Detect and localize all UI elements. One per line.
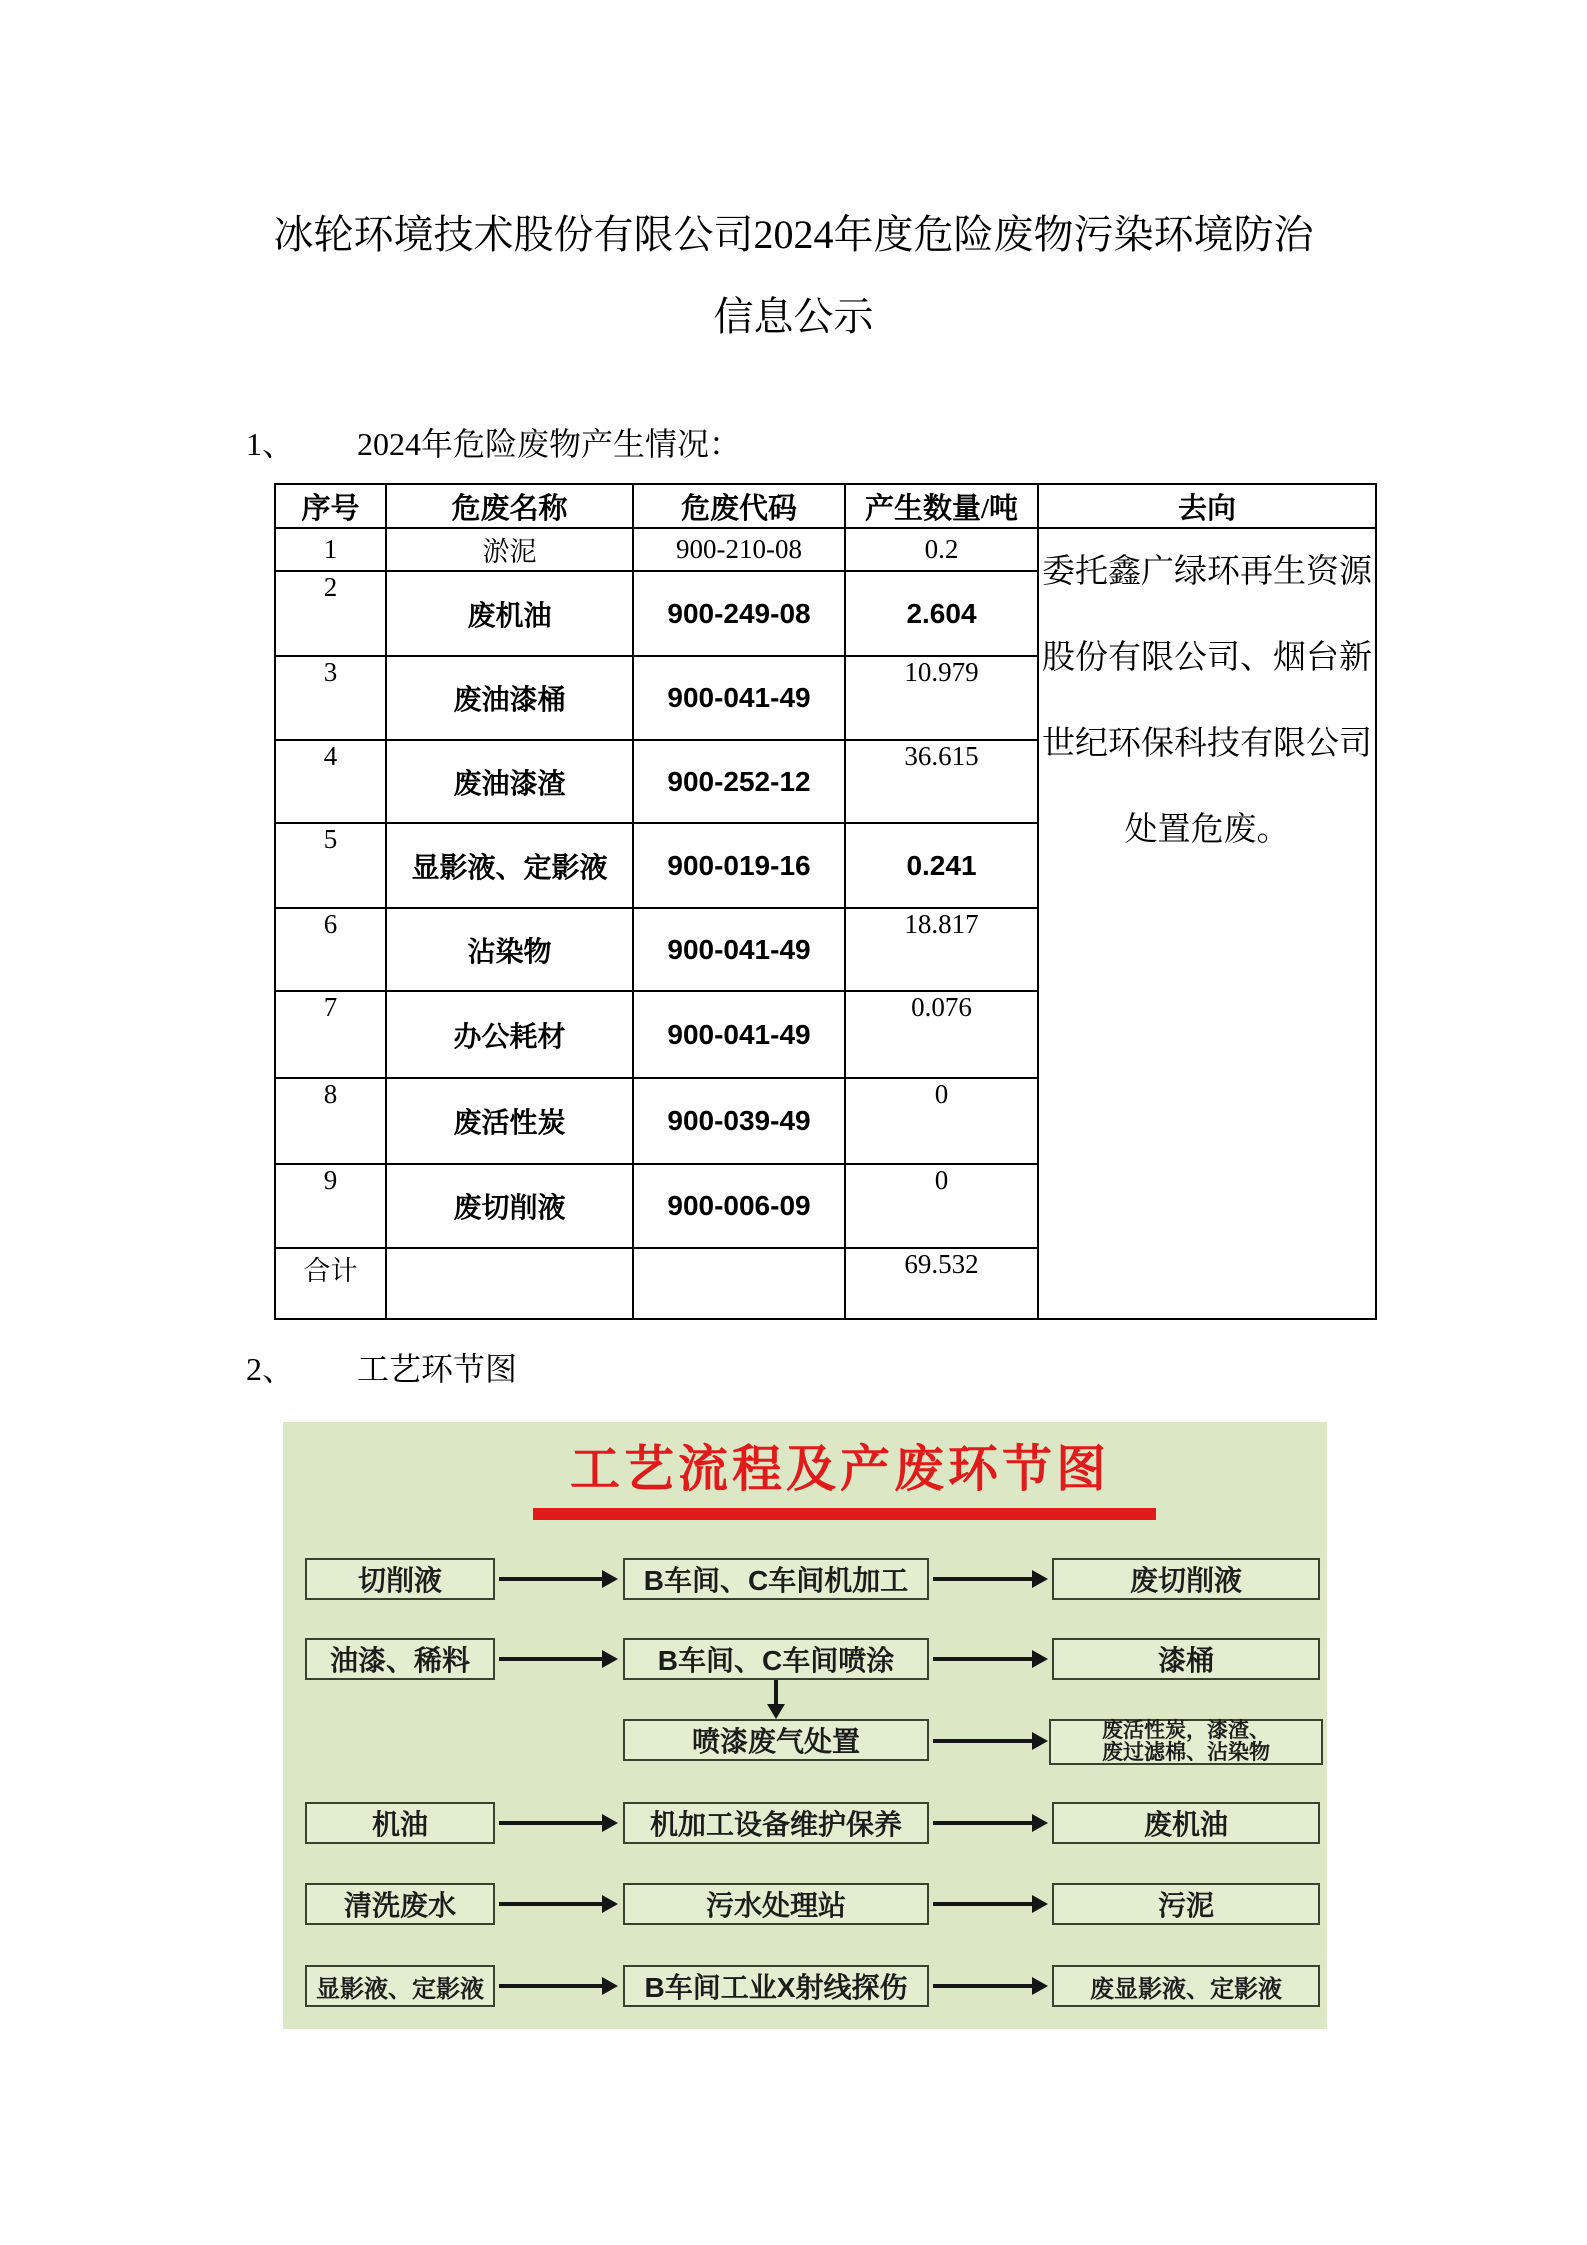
flow-output-line1: 废活性炭，漆渣、 — [1102, 1719, 1270, 1742]
section2-heading — [246, 1351, 517, 1387]
diagram-title-underline — [533, 1508, 1156, 1520]
cell-qty: 0 — [845, 1164, 1038, 1248]
cell-code: 900-006-09 — [633, 1164, 845, 1248]
flow-source-paint-thinner: 油漆、稀料 — [305, 1638, 495, 1680]
section1-heading — [246, 426, 741, 462]
header-serial: 序号 — [275, 484, 386, 528]
cell-name: 废切削液 — [386, 1164, 633, 1248]
flow-process-sewage-station: 污水处理站 — [623, 1883, 929, 1925]
section1-number: 1、 — [246, 426, 295, 462]
arrow-right-icon — [499, 1657, 603, 1661]
flow-output-sludge: 污泥 — [1052, 1883, 1320, 1925]
cell-qty: 10.979 — [845, 656, 1038, 740]
cell-no: 5 — [275, 823, 386, 908]
document-title-line1: 冰轮环境技术股份有限公司2024年度危险废物污染环境防治 — [273, 212, 1314, 257]
cell-name: 废活性炭 — [386, 1078, 633, 1164]
cell-no: 7 — [275, 991, 386, 1078]
flow-process-equipment-maintenance: 机加工设备维护保养 — [623, 1802, 929, 1844]
arrow-right-icon — [933, 1577, 1033, 1581]
cell-empty — [386, 1248, 633, 1319]
cell-name: 显影液、定影液 — [386, 823, 633, 908]
header-code: 危废代码 — [633, 484, 845, 528]
cell-code: 900-041-49 — [633, 991, 845, 1078]
flow-process-xray-inspection: B车间工业X射线探伤 — [623, 1965, 929, 2007]
flow-source-cutting-fluid: 切削液 — [305, 1558, 495, 1600]
flow-source-washing-wastewater: 清洗废水 — [305, 1883, 495, 1925]
hazardous-waste-table — [274, 483, 1377, 1320]
cell-no: 1 — [275, 528, 386, 571]
flow-output-waste-oil: 废机油 — [1052, 1802, 1320, 1844]
cell-code: 900-019-16 — [633, 823, 845, 908]
header-destination: 去向 — [1038, 484, 1376, 528]
flow-output-waste-developer-fixer: 废显影液、定影液 — [1052, 1965, 1320, 2007]
cell-total-label: 合计 — [275, 1248, 386, 1319]
table-header-row — [275, 484, 1376, 528]
cell-no: 3 — [275, 656, 386, 740]
section1-title: 2024年危险废物产生情况： — [357, 426, 742, 462]
header-quantity: 产生数量/吨 — [845, 484, 1038, 528]
cell-no: 8 — [275, 1078, 386, 1164]
arrow-down-icon — [774, 1680, 778, 1704]
cell-name: 废油漆桶 — [386, 656, 633, 740]
section2-number: 2、 — [246, 1351, 295, 1387]
cell-name: 办公耗材 — [386, 991, 633, 1078]
arrow-right-icon — [933, 1739, 1033, 1743]
document-title-line2: 信息公示 — [713, 294, 874, 339]
arrow-right-icon — [933, 1821, 1033, 1825]
flow-output-line2: 废过滤棉、沾染物 — [1102, 1741, 1270, 1764]
flow-source-machine-oil: 机油 — [305, 1802, 495, 1844]
cell-no: 9 — [275, 1164, 386, 1248]
cell-code: 900-249-08 — [633, 571, 845, 656]
cell-code: 900-041-49 — [633, 908, 845, 991]
cell-no: 4 — [275, 740, 386, 823]
arrow-right-icon — [933, 1657, 1033, 1661]
arrow-right-icon — [499, 1577, 603, 1581]
flow-process-exhaust-treatment: 喷漆废气处置 — [623, 1719, 929, 1761]
section2-title: 工艺环节图 — [357, 1351, 518, 1387]
cell-code: 900-039-49 — [633, 1078, 845, 1164]
header-name: 危废名称 — [386, 484, 633, 528]
flow-source-developer-fixer: 显影液、定影液 — [305, 1965, 495, 2007]
arrow-right-icon — [933, 1902, 1033, 1906]
diagram-title: 工艺流程及产废环节图 — [570, 1441, 1110, 1497]
cell-qty: 2.604 — [845, 571, 1038, 656]
flow-output-carbon-residue — [1049, 1719, 1323, 1765]
cell-code: 900-252-12 — [633, 740, 845, 823]
arrow-right-icon — [499, 1902, 603, 1906]
cell-qty: 0.241 — [845, 823, 1038, 908]
cell-qty: 18.817 — [845, 908, 1038, 991]
cell-name: 沾染物 — [386, 908, 633, 991]
cell-no: 2 — [275, 571, 386, 656]
process-diagram — [283, 1422, 1327, 2029]
cell-qty: 36.615 — [845, 740, 1038, 823]
cell-no: 6 — [275, 908, 386, 991]
cell-name: 淤泥 — [386, 528, 633, 571]
cell-code: 900-041-49 — [633, 656, 845, 740]
arrow-right-icon — [933, 1984, 1033, 1988]
cell-code: 900-210-08 — [633, 528, 845, 571]
cell-empty — [633, 1248, 845, 1319]
table-row — [275, 528, 1376, 571]
flow-output-waste-cutting-fluid: 废切削液 — [1052, 1558, 1320, 1600]
cell-qty: 0 — [845, 1078, 1038, 1164]
cell-destination: 委托鑫广绿环再生资源股份有限公司、烟台新世纪环保科技有限公司处置危废。 — [1038, 528, 1376, 1319]
flow-process-spray-painting: B车间、C车间喷涂 — [623, 1638, 929, 1680]
cell-total-qty: 69.532 — [845, 1248, 1038, 1319]
cell-qty: 0.2 — [845, 528, 1038, 571]
cell-name: 废机油 — [386, 571, 633, 656]
flow-process-machining: B车间、C车间机加工 — [623, 1558, 929, 1600]
cell-name: 废油漆渣 — [386, 740, 633, 823]
flow-output-paint-buckets: 漆桶 — [1052, 1638, 1320, 1680]
arrow-right-icon — [499, 1984, 603, 1988]
cell-qty: 0.076 — [845, 991, 1038, 1078]
arrow-right-icon — [499, 1821, 603, 1825]
